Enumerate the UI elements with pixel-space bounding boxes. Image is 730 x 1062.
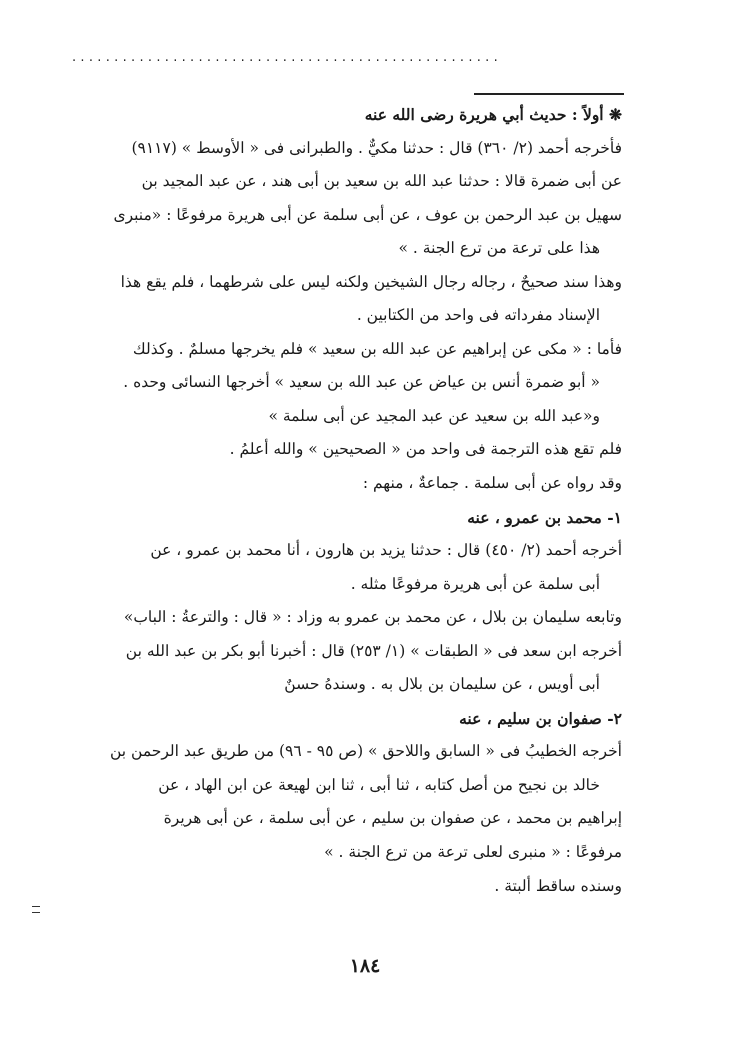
text-line: عن أبى ضمرة قالا : حدثنا عبد الله بن سعيد بن أبى هند ، عن عبد المجيد بن — [141, 172, 622, 191]
page-body — [62, 98, 622, 903]
text-line: وتابعه سليمان بن بلال ، عن محمد بن عمرو به وزاد : « قال : والترعةُ : الباب» — [123, 608, 622, 627]
text-line: أبى سلمة عن أبى هريرة مرفوعًا مثله . — [350, 574, 600, 593]
header-rule — [474, 93, 624, 95]
section-heading: ❋ أولاً : حديث أبي هريرة رضى الله عنه — [364, 105, 622, 124]
text-line: الإسناد مفرداته فى واحد من الكتابين . — [356, 306, 600, 325]
text-line: سهيل بن عبد الرحمن بن عوف ، عن أبى سلمة عن أبى هريرة مرفوعًا : «منبرى — [113, 205, 622, 224]
text-line: فأخرجه أحمد (٢/ ٣٦٠) قال : حدثنا مكيٌّ . والطبرانى فى « الأوسط » (٩١١٧) — [131, 138, 622, 157]
text-line: و«عبد الله بن سعيد عن عبد المجيد عن أبى سلمة » — [268, 406, 600, 425]
margin-mark — [32, 906, 40, 913]
text-line: أخرجه أحمد (٢/ ٤٥٠) قال : حدثنا يزيد بن هارون ، أنا محمد بن عمرو ، عن — [150, 541, 622, 560]
text-line: خالد بن نجيح من أصل كتابه ، ثنا أبى ، ثنا ابن لهيعة عن ابن الهاد ، عن — [158, 775, 600, 794]
text-line: فأما : « مكى عن إبراهيم عن عبد الله بن سعيد » فلم يخرجها مسلمٌ . وكذلك — [132, 339, 622, 358]
text-line: وهذا سند صحيحٌ ، رجاله رجال الشيخين ولكنه ليس على شرطهما ، فلم يقع هذا — [120, 272, 622, 291]
text-line: فلم تقع هذه الترجمة فى واحد من « الصحيحين » والله أعلمُ . — [229, 440, 622, 459]
text-line: وسنده ساقط ألبتة . — [494, 876, 622, 895]
text-line: وقد رواه عن أبى سلمة . جماعةٌ ، منهم : — [362, 474, 622, 493]
header-dotted-line: ................................................... — [72, 50, 503, 65]
subsection-heading: ١- محمد بن عمرو ، عنه — [467, 507, 622, 527]
text-line: أبى أويس ، عن سليمان بن بلال به . وسندهُ حسنٌ — [284, 675, 600, 694]
text-line: مرفوعًا : « منبرى لعلى ترعة من ترع الجنة . » — [324, 843, 622, 862]
text-line: أخرجه الخطيبُ فى « السابق واللاحق » (ص ٩٥ - ٩٦) من طريق عبد الرحمن بن — [110, 742, 622, 761]
text-line: أخرجه ابن سعد فى « الطبقات » (١/ ٢٥٣) قال : أخبرنا أبو بكر بن عبد الله بن — [125, 641, 622, 660]
page-number: ١٨٤ — [349, 955, 381, 977]
text-line: هذا على ترعة من ترع الجنة . » — [398, 239, 600, 258]
text-line: إبراهيم بن محمد ، عن صفوان بن سليم ، عن أبى سلمة ، عن أبى هريرة — [163, 809, 622, 828]
text-line: « أبو ضمرة أنس بن عياض عن عبد الله بن سعيد » أخرجها النسائى وحده . — [123, 373, 600, 392]
subsection-heading: ٢- صفوان بن سليم ، عنه — [459, 708, 622, 728]
